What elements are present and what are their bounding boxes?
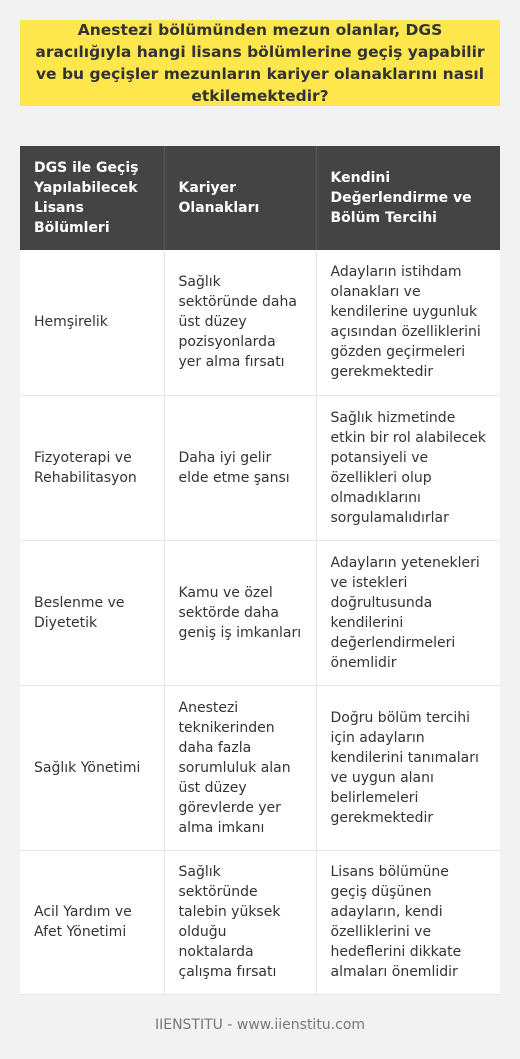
- cell-department: Hemşirelik: [20, 250, 164, 395]
- column-header-self-evaluation: Kendini Değerlendirme ve Bölüm Tercihi: [316, 146, 500, 250]
- cell-department: Acil Yardım ve Afet Yönetimi: [20, 850, 164, 994]
- cell-career: Sağlık sektöründe talebin yüksek olduğu noktalarda çalışma fırsatı: [164, 850, 316, 994]
- cell-career: Daha iyi gelir elde etme şansı: [164, 395, 316, 540]
- cell-self-evaluation: Lisans bölümüne geçiş düşünen adayların, kendi özelliklerini ve hedeflerini dikkate almaları önemlidir: [316, 850, 500, 994]
- cell-department: Sağlık Yönetimi: [20, 685, 164, 850]
- table-row: [20, 685, 500, 850]
- table-row: [20, 395, 500, 540]
- cell-career: Kamu ve özel sektörde daha geniş iş imkanları: [164, 540, 316, 685]
- cell-self-evaluation: Adayların istihdam olanakları ve kendilerine uygunluk açısından özelliklerini gözden geçirmeleri gerekmektedir: [316, 250, 500, 395]
- table-row: [20, 540, 500, 685]
- cell-self-evaluation: Sağlık hizmetinde etkin bir rol alabilecek potansiyeli ve özellikleri olup olmadıklarını sorgulamalıdırlar: [316, 395, 500, 540]
- column-header-departments: DGS ile Geçiş Yapılabilecek Lisans Bölümleri: [20, 146, 164, 250]
- page-title: Anestezi bölümünden mezun olanlar, DGS aracılığıyla hangi lisans bölümlerine geçiş yapabilir ve bu geçişler mezunların kariyer olanaklarını nasıl etkilemektedir?: [20, 20, 500, 106]
- table-row: [20, 850, 500, 994]
- cell-career: Sağlık sektöründe daha üst düzey pozisyonlarda yer alma fırsatı: [164, 250, 316, 395]
- cell-department: Fizyoterapi ve Rehabilitasyon: [20, 395, 164, 540]
- table-header-row: [20, 146, 500, 250]
- cell-career: Anestezi teknikerinden daha fazla sorumluluk alan üst düzey görevlerde yer alma imkanı: [164, 685, 316, 850]
- footer-credit: IIENSTITU - www.iienstitu.com: [154, 1017, 366, 1033]
- cell-self-evaluation: Doğru bölüm tercihi için adayların kendilerini tanımaları ve uygun alanı belirlemeleri gerekmektedir: [316, 685, 500, 850]
- cell-department: Beslenme ve Diyetetik: [20, 540, 164, 685]
- column-header-careers: Kariyer Olanakları: [164, 146, 316, 250]
- dgs-comparison-table: [20, 146, 500, 995]
- table-row: [20, 250, 500, 395]
- cell-self-evaluation: Adayların yetenekleri ve istekleri doğrultusunda kendilerini değerlendirmeleri önemlidir: [316, 540, 500, 685]
